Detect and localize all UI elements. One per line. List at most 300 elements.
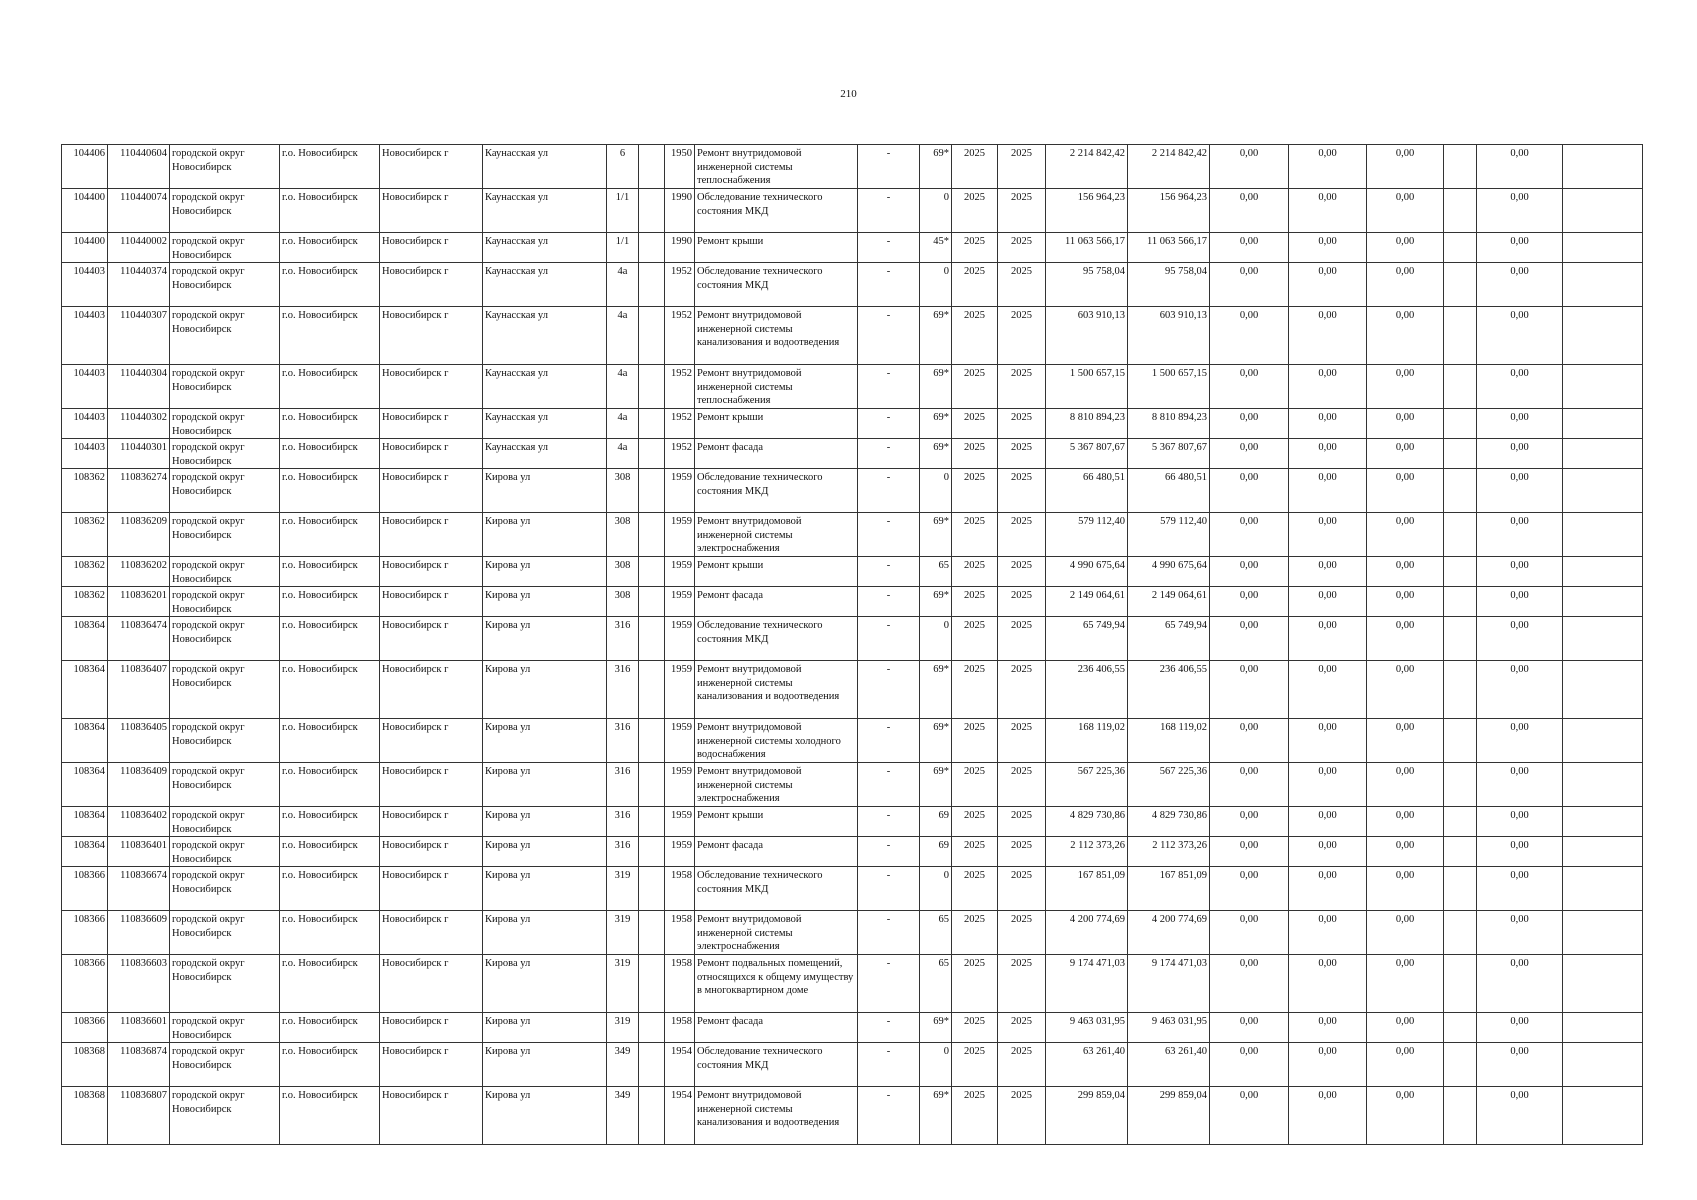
- plan-end-cell: 2025: [998, 867, 1046, 911]
- empty-cell: [1444, 365, 1477, 409]
- value-cell: 0,00: [1210, 911, 1289, 955]
- row-code: 104403: [62, 307, 108, 365]
- work-type-cell: Обследование технического состояния МКД: [695, 263, 858, 307]
- table-row: [62, 439, 1643, 469]
- dash-cell: -: [858, 513, 920, 557]
- district-cell: городской округ Новосибирск: [170, 439, 280, 469]
- district-cell: городской округ Новосибирск: [170, 409, 280, 439]
- empty-cell: [639, 145, 665, 189]
- row-code: 108364: [62, 719, 108, 763]
- cost-total-cell: 168 119,02: [1046, 719, 1128, 763]
- value-cell: 0,00: [1210, 409, 1289, 439]
- empty-cell: [1444, 763, 1477, 807]
- locality-cell: Новосибирск г: [380, 439, 483, 469]
- wear-cell: 0: [920, 1043, 952, 1087]
- table-row: [62, 557, 1643, 587]
- street-cell: Кирова ул: [483, 955, 607, 1013]
- table-row: [62, 513, 1643, 557]
- cost-fund-cell: 63 261,40: [1128, 1043, 1210, 1087]
- row-id: 110836407: [108, 661, 170, 719]
- empty-cell: [639, 409, 665, 439]
- build-year-cell: 1959: [665, 513, 695, 557]
- value-cell: 0,00: [1477, 365, 1563, 409]
- wear-cell: 69*: [920, 1087, 952, 1145]
- plan-end-cell: 2025: [998, 617, 1046, 661]
- locality-cell: Новосибирск г: [380, 719, 483, 763]
- wear-cell: 69: [920, 837, 952, 867]
- cost-fund-cell: 4 829 730,86: [1128, 807, 1210, 837]
- value-cell: 0,00: [1210, 233, 1289, 263]
- value-cell: 0,00: [1367, 763, 1444, 807]
- locality-cell: Новосибирск г: [380, 867, 483, 911]
- build-year-cell: 1954: [665, 1043, 695, 1087]
- empty-cell: [1444, 1043, 1477, 1087]
- cost-total-cell: 156 964,23: [1046, 189, 1128, 233]
- work-type-cell: Обследование технического состояния МКД: [695, 867, 858, 911]
- empty-cell: [1444, 867, 1477, 911]
- build-year-cell: 1959: [665, 469, 695, 513]
- cost-total-cell: 2 214 842,42: [1046, 145, 1128, 189]
- value-cell: 0,00: [1367, 661, 1444, 719]
- value-cell: 0,00: [1477, 867, 1563, 911]
- value-cell: 0,00: [1477, 661, 1563, 719]
- street-cell: Кирова ул: [483, 807, 607, 837]
- value-cell: 0,00: [1289, 365, 1367, 409]
- municipality-cell: г.о. Новосибирск: [280, 439, 380, 469]
- empty-cell: [639, 1043, 665, 1087]
- work-type-cell: Ремонт крыши: [695, 409, 858, 439]
- table-row: [62, 263, 1643, 307]
- empty-cell: [1444, 587, 1477, 617]
- table-row: [62, 307, 1643, 365]
- plan-start-cell: 2025: [952, 955, 998, 1013]
- cost-total-cell: 8 810 894,23: [1046, 409, 1128, 439]
- municipality-cell: г.о. Новосибирск: [280, 409, 380, 439]
- value-cell: 0,00: [1367, 557, 1444, 587]
- plan-end-cell: 2025: [998, 307, 1046, 365]
- locality-cell: Новосибирск г: [380, 807, 483, 837]
- empty-cell: [639, 661, 665, 719]
- empty-cell: [1563, 837, 1643, 867]
- empty-cell: [639, 189, 665, 233]
- value-cell: 0,00: [1477, 409, 1563, 439]
- cost-total-cell: 5 367 807,67: [1046, 439, 1128, 469]
- house-number-cell: 4а: [607, 439, 639, 469]
- work-type-cell: Ремонт внутридомовой инженерной системы электроснабжения: [695, 513, 858, 557]
- plan-end-cell: 2025: [998, 837, 1046, 867]
- cost-fund-cell: 4 200 774,69: [1128, 911, 1210, 955]
- value-cell: 0,00: [1289, 263, 1367, 307]
- empty-cell: [1563, 263, 1643, 307]
- wear-cell: 69*: [920, 307, 952, 365]
- street-cell: Кирова ул: [483, 719, 607, 763]
- house-number-cell: 349: [607, 1043, 639, 1087]
- empty-cell: [639, 955, 665, 1013]
- empty-cell: [1563, 1043, 1643, 1087]
- value-cell: 0,00: [1210, 763, 1289, 807]
- plan-end-cell: 2025: [998, 557, 1046, 587]
- district-cell: городской округ Новосибирск: [170, 617, 280, 661]
- value-cell: 0,00: [1210, 145, 1289, 189]
- street-cell: Кирова ул: [483, 617, 607, 661]
- plan-end-cell: 2025: [998, 911, 1046, 955]
- plan-start-cell: 2025: [952, 439, 998, 469]
- value-cell: 0,00: [1477, 955, 1563, 1013]
- table-row: [62, 837, 1643, 867]
- row-code: 108362: [62, 469, 108, 513]
- empty-cell: [1444, 409, 1477, 439]
- build-year-cell: 1952: [665, 307, 695, 365]
- empty-cell: [639, 837, 665, 867]
- value-cell: 0,00: [1210, 307, 1289, 365]
- plan-start-cell: 2025: [952, 233, 998, 263]
- plan-end-cell: 2025: [998, 263, 1046, 307]
- wear-cell: 0: [920, 469, 952, 513]
- build-year-cell: 1990: [665, 233, 695, 263]
- cost-fund-cell: 567 225,36: [1128, 763, 1210, 807]
- row-id: 110440074: [108, 189, 170, 233]
- plan-end-cell: 2025: [998, 807, 1046, 837]
- value-cell: 0,00: [1477, 307, 1563, 365]
- row-id: 110836603: [108, 955, 170, 1013]
- cost-total-cell: 9 463 031,95: [1046, 1013, 1128, 1043]
- cost-fund-cell: 8 810 894,23: [1128, 409, 1210, 439]
- cost-fund-cell: 156 964,23: [1128, 189, 1210, 233]
- work-type-cell: Ремонт фасада: [695, 439, 858, 469]
- row-id: 110836807: [108, 1087, 170, 1145]
- value-cell: 0,00: [1289, 409, 1367, 439]
- empty-cell: [1444, 263, 1477, 307]
- cost-total-cell: 4 990 675,64: [1046, 557, 1128, 587]
- cost-fund-cell: 168 119,02: [1128, 719, 1210, 763]
- build-year-cell: 1952: [665, 365, 695, 409]
- row-code: 108362: [62, 587, 108, 617]
- locality-cell: Новосибирск г: [380, 365, 483, 409]
- street-cell: Кирова ул: [483, 1087, 607, 1145]
- empty-cell: [1563, 145, 1643, 189]
- street-cell: Каунасская ул: [483, 365, 607, 409]
- plan-start-cell: 2025: [952, 1087, 998, 1145]
- district-cell: городской округ Новосибирск: [170, 807, 280, 837]
- locality-cell: Новосибирск г: [380, 233, 483, 263]
- value-cell: 0,00: [1289, 439, 1367, 469]
- empty-cell: [1563, 587, 1643, 617]
- street-cell: Кирова ул: [483, 911, 607, 955]
- empty-cell: [639, 617, 665, 661]
- cost-total-cell: 63 261,40: [1046, 1043, 1128, 1087]
- street-cell: Каунасская ул: [483, 307, 607, 365]
- empty-cell: [1563, 557, 1643, 587]
- value-cell: 0,00: [1367, 719, 1444, 763]
- street-cell: Каунасская ул: [483, 145, 607, 189]
- dash-cell: -: [858, 409, 920, 439]
- house-number-cell: 316: [607, 763, 639, 807]
- cost-total-cell: 11 063 566,17: [1046, 233, 1128, 263]
- municipality-cell: г.о. Новосибирск: [280, 233, 380, 263]
- value-cell: 0,00: [1367, 1043, 1444, 1087]
- row-code: 104403: [62, 409, 108, 439]
- empty-cell: [1563, 763, 1643, 807]
- wear-cell: 65: [920, 911, 952, 955]
- empty-cell: [639, 911, 665, 955]
- cost-fund-cell: 5 367 807,67: [1128, 439, 1210, 469]
- empty-cell: [1444, 145, 1477, 189]
- wear-cell: 69*: [920, 409, 952, 439]
- dash-cell: -: [858, 439, 920, 469]
- cost-fund-cell: 1 500 657,15: [1128, 365, 1210, 409]
- dash-cell: -: [858, 1043, 920, 1087]
- value-cell: 0,00: [1210, 867, 1289, 911]
- empty-cell: [1444, 807, 1477, 837]
- wear-cell: 65: [920, 955, 952, 1013]
- table-row: [62, 911, 1643, 955]
- wear-cell: 69*: [920, 763, 952, 807]
- build-year-cell: 1959: [665, 807, 695, 837]
- build-year-cell: 1959: [665, 719, 695, 763]
- value-cell: 0,00: [1477, 837, 1563, 867]
- plan-start-cell: 2025: [952, 263, 998, 307]
- table-body: [62, 145, 1643, 1145]
- municipality-cell: г.о. Новосибирск: [280, 807, 380, 837]
- district-cell: городской округ Новосибирск: [170, 263, 280, 307]
- value-cell: 0,00: [1289, 1087, 1367, 1145]
- value-cell: 0,00: [1210, 557, 1289, 587]
- district-cell: городской округ Новосибирск: [170, 763, 280, 807]
- locality-cell: Новосибирск г: [380, 1087, 483, 1145]
- wear-cell: 69*: [920, 661, 952, 719]
- empty-cell: [1444, 911, 1477, 955]
- value-cell: 0,00: [1477, 1087, 1563, 1145]
- value-cell: 0,00: [1210, 469, 1289, 513]
- empty-cell: [1563, 307, 1643, 365]
- wear-cell: 69*: [920, 1013, 952, 1043]
- street-cell: Каунасская ул: [483, 189, 607, 233]
- value-cell: 0,00: [1289, 307, 1367, 365]
- locality-cell: Новосибирск г: [380, 557, 483, 587]
- row-id: 110836601: [108, 1013, 170, 1043]
- value-cell: 0,00: [1210, 439, 1289, 469]
- build-year-cell: 1959: [665, 763, 695, 807]
- value-cell: 0,00: [1210, 807, 1289, 837]
- plan-start-cell: 2025: [952, 145, 998, 189]
- street-cell: Каунасская ул: [483, 233, 607, 263]
- plan-start-cell: 2025: [952, 911, 998, 955]
- house-number-cell: 6: [607, 145, 639, 189]
- house-number-cell: 316: [607, 719, 639, 763]
- work-type-cell: Обследование технического состояния МКД: [695, 189, 858, 233]
- wear-cell: 69*: [920, 513, 952, 557]
- plan-start-cell: 2025: [952, 719, 998, 763]
- table-row: [62, 617, 1643, 661]
- locality-cell: Новосибирск г: [380, 145, 483, 189]
- row-id: 110440304: [108, 365, 170, 409]
- value-cell: 0,00: [1289, 955, 1367, 1013]
- cost-fund-cell: 9 463 031,95: [1128, 1013, 1210, 1043]
- value-cell: 0,00: [1289, 617, 1367, 661]
- value-cell: 0,00: [1367, 837, 1444, 867]
- plan-end-cell: 2025: [998, 189, 1046, 233]
- cost-fund-cell: 9 174 471,03: [1128, 955, 1210, 1013]
- row-id: 110836274: [108, 469, 170, 513]
- plan-end-cell: 2025: [998, 661, 1046, 719]
- row-code: 108366: [62, 955, 108, 1013]
- district-cell: городской округ Новосибирск: [170, 557, 280, 587]
- row-id: 110440604: [108, 145, 170, 189]
- cost-fund-cell: 2 214 842,42: [1128, 145, 1210, 189]
- house-number-cell: 308: [607, 587, 639, 617]
- value-cell: 0,00: [1210, 1013, 1289, 1043]
- street-cell: Кирова ул: [483, 557, 607, 587]
- cost-total-cell: 66 480,51: [1046, 469, 1128, 513]
- dash-cell: -: [858, 807, 920, 837]
- work-type-cell: Ремонт фасада: [695, 1013, 858, 1043]
- row-id: 110836609: [108, 911, 170, 955]
- wear-cell: 0: [920, 867, 952, 911]
- row-id: 110836474: [108, 617, 170, 661]
- dash-cell: -: [858, 233, 920, 263]
- value-cell: 0,00: [1289, 1013, 1367, 1043]
- row-code: 104403: [62, 263, 108, 307]
- municipality-cell: г.о. Новосибирск: [280, 557, 380, 587]
- value-cell: 0,00: [1367, 587, 1444, 617]
- district-cell: городской округ Новосибирск: [170, 1013, 280, 1043]
- empty-cell: [639, 1013, 665, 1043]
- locality-cell: Новосибирск г: [380, 189, 483, 233]
- value-cell: 0,00: [1367, 617, 1444, 661]
- locality-cell: Новосибирск г: [380, 307, 483, 365]
- dash-cell: -: [858, 617, 920, 661]
- district-cell: городской округ Новосибирск: [170, 469, 280, 513]
- table-row: [62, 587, 1643, 617]
- empty-cell: [1563, 617, 1643, 661]
- plan-end-cell: 2025: [998, 763, 1046, 807]
- row-code: 108364: [62, 837, 108, 867]
- value-cell: 0,00: [1367, 189, 1444, 233]
- locality-cell: Новосибирск г: [380, 661, 483, 719]
- value-cell: 0,00: [1210, 1043, 1289, 1087]
- build-year-cell: 1958: [665, 1013, 695, 1043]
- house-number-cell: 4а: [607, 409, 639, 439]
- plan-start-cell: 2025: [952, 1013, 998, 1043]
- plan-end-cell: 2025: [998, 409, 1046, 439]
- value-cell: 0,00: [1367, 233, 1444, 263]
- municipality-cell: г.о. Новосибирск: [280, 469, 380, 513]
- work-type-cell: Ремонт подвальных помещений, относящихся к общему имуществу в многоквартирном доме: [695, 955, 858, 1013]
- cost-total-cell: 4 829 730,86: [1046, 807, 1128, 837]
- value-cell: 0,00: [1210, 365, 1289, 409]
- municipality-cell: г.о. Новосибирск: [280, 911, 380, 955]
- district-cell: городской округ Новосибирск: [170, 307, 280, 365]
- repair-registry-table: [61, 144, 1643, 1145]
- wear-cell: 69*: [920, 587, 952, 617]
- municipality-cell: г.о. Новосибирск: [280, 1013, 380, 1043]
- house-number-cell: 4а: [607, 263, 639, 307]
- value-cell: 0,00: [1289, 867, 1367, 911]
- cost-total-cell: 9 174 471,03: [1046, 955, 1128, 1013]
- value-cell: 0,00: [1477, 263, 1563, 307]
- cost-total-cell: 2 112 373,26: [1046, 837, 1128, 867]
- plan-end-cell: 2025: [998, 1043, 1046, 1087]
- wear-cell: 65: [920, 557, 952, 587]
- value-cell: 0,00: [1210, 719, 1289, 763]
- empty-cell: [1563, 189, 1643, 233]
- row-code: 104403: [62, 365, 108, 409]
- locality-cell: Новосибирск г: [380, 513, 483, 557]
- row-id: 110836674: [108, 867, 170, 911]
- value-cell: 0,00: [1367, 145, 1444, 189]
- row-code: 108364: [62, 617, 108, 661]
- municipality-cell: г.о. Новосибирск: [280, 617, 380, 661]
- value-cell: 0,00: [1210, 837, 1289, 867]
- value-cell: 0,00: [1477, 145, 1563, 189]
- cost-total-cell: 603 910,13: [1046, 307, 1128, 365]
- work-type-cell: Ремонт крыши: [695, 233, 858, 263]
- empty-cell: [1444, 837, 1477, 867]
- work-type-cell: Ремонт внутридомовой инженерной системы канализования и водоотведения: [695, 1087, 858, 1145]
- dash-cell: -: [858, 837, 920, 867]
- cost-fund-cell: 95 758,04: [1128, 263, 1210, 307]
- plan-end-cell: 2025: [998, 365, 1046, 409]
- value-cell: 0,00: [1477, 763, 1563, 807]
- locality-cell: Новосибирск г: [380, 1043, 483, 1087]
- work-type-cell: Ремонт внутридомовой инженерной системы холодного водоснабжения: [695, 719, 858, 763]
- work-type-cell: Ремонт внутридомовой инженерной системы электроснабжения: [695, 763, 858, 807]
- plan-end-cell: 2025: [998, 145, 1046, 189]
- house-number-cell: 316: [607, 617, 639, 661]
- street-cell: Кирова ул: [483, 587, 607, 617]
- cost-total-cell: 2 149 064,61: [1046, 587, 1128, 617]
- row-id: 110836401: [108, 837, 170, 867]
- value-cell: 0,00: [1210, 263, 1289, 307]
- work-type-cell: Ремонт внутридомовой инженерной системы электроснабжения: [695, 911, 858, 955]
- cost-total-cell: 579 112,40: [1046, 513, 1128, 557]
- table-row: [62, 145, 1643, 189]
- plan-start-cell: 2025: [952, 513, 998, 557]
- district-cell: городской округ Новосибирск: [170, 1087, 280, 1145]
- cost-total-cell: 65 749,94: [1046, 617, 1128, 661]
- empty-cell: [1444, 1087, 1477, 1145]
- plan-start-cell: 2025: [952, 189, 998, 233]
- build-year-cell: 1952: [665, 263, 695, 307]
- value-cell: 0,00: [1367, 469, 1444, 513]
- locality-cell: Новосибирск г: [380, 263, 483, 307]
- locality-cell: Новосибирск г: [380, 911, 483, 955]
- empty-cell: [1563, 469, 1643, 513]
- value-cell: 0,00: [1477, 513, 1563, 557]
- value-cell: 0,00: [1367, 955, 1444, 1013]
- empty-cell: [1444, 1013, 1477, 1043]
- value-cell: 0,00: [1477, 807, 1563, 837]
- municipality-cell: г.о. Новосибирск: [280, 955, 380, 1013]
- empty-cell: [639, 719, 665, 763]
- value-cell: 0,00: [1477, 911, 1563, 955]
- value-cell: 0,00: [1477, 189, 1563, 233]
- empty-cell: [1444, 233, 1477, 263]
- empty-cell: [1444, 955, 1477, 1013]
- work-type-cell: Обследование технического состояния МКД: [695, 617, 858, 661]
- dash-cell: -: [858, 867, 920, 911]
- empty-cell: [639, 263, 665, 307]
- row-id: 110836201: [108, 587, 170, 617]
- row-id: 110836402: [108, 807, 170, 837]
- value-cell: 0,00: [1289, 587, 1367, 617]
- cost-fund-cell: 603 910,13: [1128, 307, 1210, 365]
- value-cell: 0,00: [1289, 557, 1367, 587]
- district-cell: городской округ Новосибирск: [170, 513, 280, 557]
- street-cell: Каунасская ул: [483, 439, 607, 469]
- row-id: 110440301: [108, 439, 170, 469]
- build-year-cell: 1952: [665, 439, 695, 469]
